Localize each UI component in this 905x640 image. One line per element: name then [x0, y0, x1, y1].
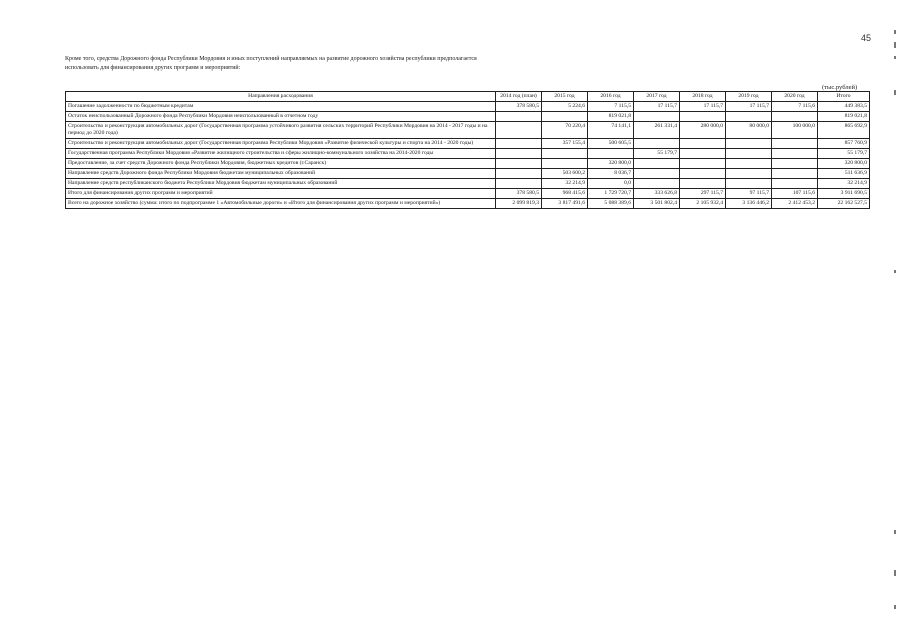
value-cell	[726, 169, 772, 179]
row-label: Направление средств республиканского бюджета Республики Мордовия бюджетам муниципальных образований	[66, 179, 496, 189]
table-row	[66, 199, 870, 209]
value-cell: 74 141,1	[588, 122, 634, 139]
table-row	[66, 122, 870, 139]
value-cell: 7 115,5	[588, 102, 634, 112]
value-cell	[496, 149, 542, 159]
scan-edge-marks	[894, 30, 898, 630]
value-cell: 2 099 819,3	[496, 199, 542, 209]
value-cell: 17 115,7	[634, 102, 680, 112]
header-cell: Направления расходования	[66, 92, 496, 102]
total-cell: 865 692,9	[818, 122, 870, 139]
value-cell: 968 415,6	[542, 189, 588, 199]
total-cell: 857 760,9	[818, 139, 870, 149]
value-cell: 503 600,2	[542, 169, 588, 179]
table-row	[66, 159, 870, 169]
total-cell: 511 636,9	[818, 169, 870, 179]
value-cell	[496, 139, 542, 149]
value-cell	[588, 149, 634, 159]
header-cell: 2014 год (план)	[496, 92, 542, 102]
value-cell	[680, 112, 726, 122]
header-cell: 2019 год	[726, 92, 772, 102]
value-cell: 3 136 446,2	[726, 199, 772, 209]
value-cell: 819 021,8	[588, 112, 634, 122]
table-row	[66, 169, 870, 179]
budget-table	[65, 91, 870, 209]
table-row	[66, 189, 870, 199]
value-cell	[680, 179, 726, 189]
header-cell: Итого	[818, 92, 870, 102]
value-cell	[496, 179, 542, 189]
value-cell: 297 115,7	[680, 189, 726, 199]
value-cell: 100 000,0	[772, 122, 818, 139]
total-cell: 3 911 690,5	[818, 189, 870, 199]
header-cell: 2020 год	[772, 92, 818, 102]
value-cell: 5 088 389,6	[588, 199, 634, 209]
value-cell: 80 000,0	[726, 122, 772, 139]
value-cell	[772, 139, 818, 149]
value-cell: 280 000,0	[680, 122, 726, 139]
value-cell: 320 800,0	[588, 159, 634, 169]
row-label: Направление средств Дорожного фонда Республики Мордовия бюджетам муниципальных образований	[66, 169, 496, 179]
row-label: Строительство и реконструкция автомобильных дорог (Государственная программа Республики Мордовия «Развитие физической культуры и спорта на 2014 - 2020 годы)	[66, 139, 496, 149]
value-cell	[726, 149, 772, 159]
value-cell	[542, 112, 588, 122]
table-row	[66, 149, 870, 159]
value-cell	[680, 139, 726, 149]
value-cell: 500 605,5	[588, 139, 634, 149]
value-cell	[772, 179, 818, 189]
value-cell	[634, 139, 680, 149]
value-cell	[772, 149, 818, 159]
value-cell	[496, 169, 542, 179]
page-number: 45	[861, 33, 872, 43]
value-cell: 2 412 453,2	[772, 199, 818, 209]
row-label: Строительство и реконструкция автомобильных дорог (Государственная программа устойчивого развития сельских территорий Республики Мордовия на 2014 - 2017 годы и на период до 2020 года)	[66, 122, 496, 139]
header-cell: 2017 год	[634, 92, 680, 102]
value-cell	[634, 159, 680, 169]
value-cell	[496, 159, 542, 169]
header-cell: 2015 год	[542, 92, 588, 102]
value-cell: 17 115,7	[726, 102, 772, 112]
value-cell	[726, 112, 772, 122]
value-cell	[726, 179, 772, 189]
value-cell: 32 214,9	[542, 179, 588, 189]
units-label: (тыс.рублей)	[822, 84, 858, 91]
value-cell	[772, 169, 818, 179]
value-cell: 261 331,4	[634, 122, 680, 139]
value-cell: 333 626,8	[634, 189, 680, 199]
value-cell: 107 115,6	[772, 189, 818, 199]
header-cell: 2016 год	[588, 92, 634, 102]
value-cell	[542, 149, 588, 159]
value-cell: 0,0	[588, 179, 634, 189]
value-cell	[634, 169, 680, 179]
value-cell	[726, 139, 772, 149]
row-label: Всего на дорожное хозяйство (сумма: итого по подпрограмме 1 «Автомобильные дороги» и «Итого для финансирования других программ и мероприятий»)	[66, 199, 496, 209]
value-cell: 357 155,4	[542, 139, 588, 149]
value-cell: 3 501 802,4	[634, 199, 680, 209]
row-label: Итого для финансирования других программ и мероприятий	[66, 189, 496, 199]
value-cell: 378 580,5	[496, 189, 542, 199]
value-cell: 70 220,4	[542, 122, 588, 139]
row-label: Предоставление, за счет средств Дорожного фонда Республики Мордовия, бюджетных кредитов (г.Саранск)	[66, 159, 496, 169]
value-cell: 7 115,6	[772, 102, 818, 112]
value-cell	[542, 159, 588, 169]
value-cell: 8 036,7	[588, 169, 634, 179]
value-cell: 5 224,6	[542, 102, 588, 112]
value-cell	[680, 149, 726, 159]
header-cell: 2018 год	[680, 92, 726, 102]
total-cell: 449 383,5	[818, 102, 870, 112]
value-cell	[496, 122, 542, 139]
table-row	[66, 139, 870, 149]
value-cell: 55 179,7	[634, 149, 680, 159]
total-cell: 819 021,8	[818, 112, 870, 122]
value-cell	[726, 159, 772, 169]
value-cell	[634, 112, 680, 122]
row-label: Погашение задолженности по бюджетным кредитам	[66, 102, 496, 112]
total-cell: 320 800,0	[818, 159, 870, 169]
value-cell: 1 729 720,7	[588, 189, 634, 199]
value-cell: 3 817 491,6	[542, 199, 588, 209]
table-header-row	[66, 92, 870, 102]
value-cell: 2 105 932,4	[680, 199, 726, 209]
value-cell	[680, 159, 726, 169]
value-cell	[496, 112, 542, 122]
total-cell: 22 162 527,5	[818, 199, 870, 209]
value-cell	[634, 179, 680, 189]
value-cell: 97 115,7	[726, 189, 772, 199]
table-row	[66, 102, 870, 112]
value-cell: 378 580,5	[496, 102, 542, 112]
value-cell	[680, 169, 726, 179]
total-cell: 32 214,9	[818, 179, 870, 189]
intro-paragraph: Кроме того, средства Дорожного фонда Республики Мордовия и иных поступлений направляемых на развитие дорожного хозяйства республики предполагается использовать для финансирования других программ и мероприятий:	[65, 56, 477, 71]
row-label: Остаток неиспользованный Дорожного фонда Республики Мордовия неиспользованный в отчетном году	[66, 112, 496, 122]
table-row	[66, 179, 870, 189]
total-cell: 55 179,7	[818, 149, 870, 159]
table-row	[66, 112, 870, 122]
row-label: Государственная программа Республики Мордовия «Развитие жилищного строительства и сферы жилищно-коммунального хозяйства на 2014-2020 годы	[66, 149, 496, 159]
value-cell: 17 115,7	[680, 102, 726, 112]
value-cell	[772, 159, 818, 169]
value-cell	[772, 112, 818, 122]
